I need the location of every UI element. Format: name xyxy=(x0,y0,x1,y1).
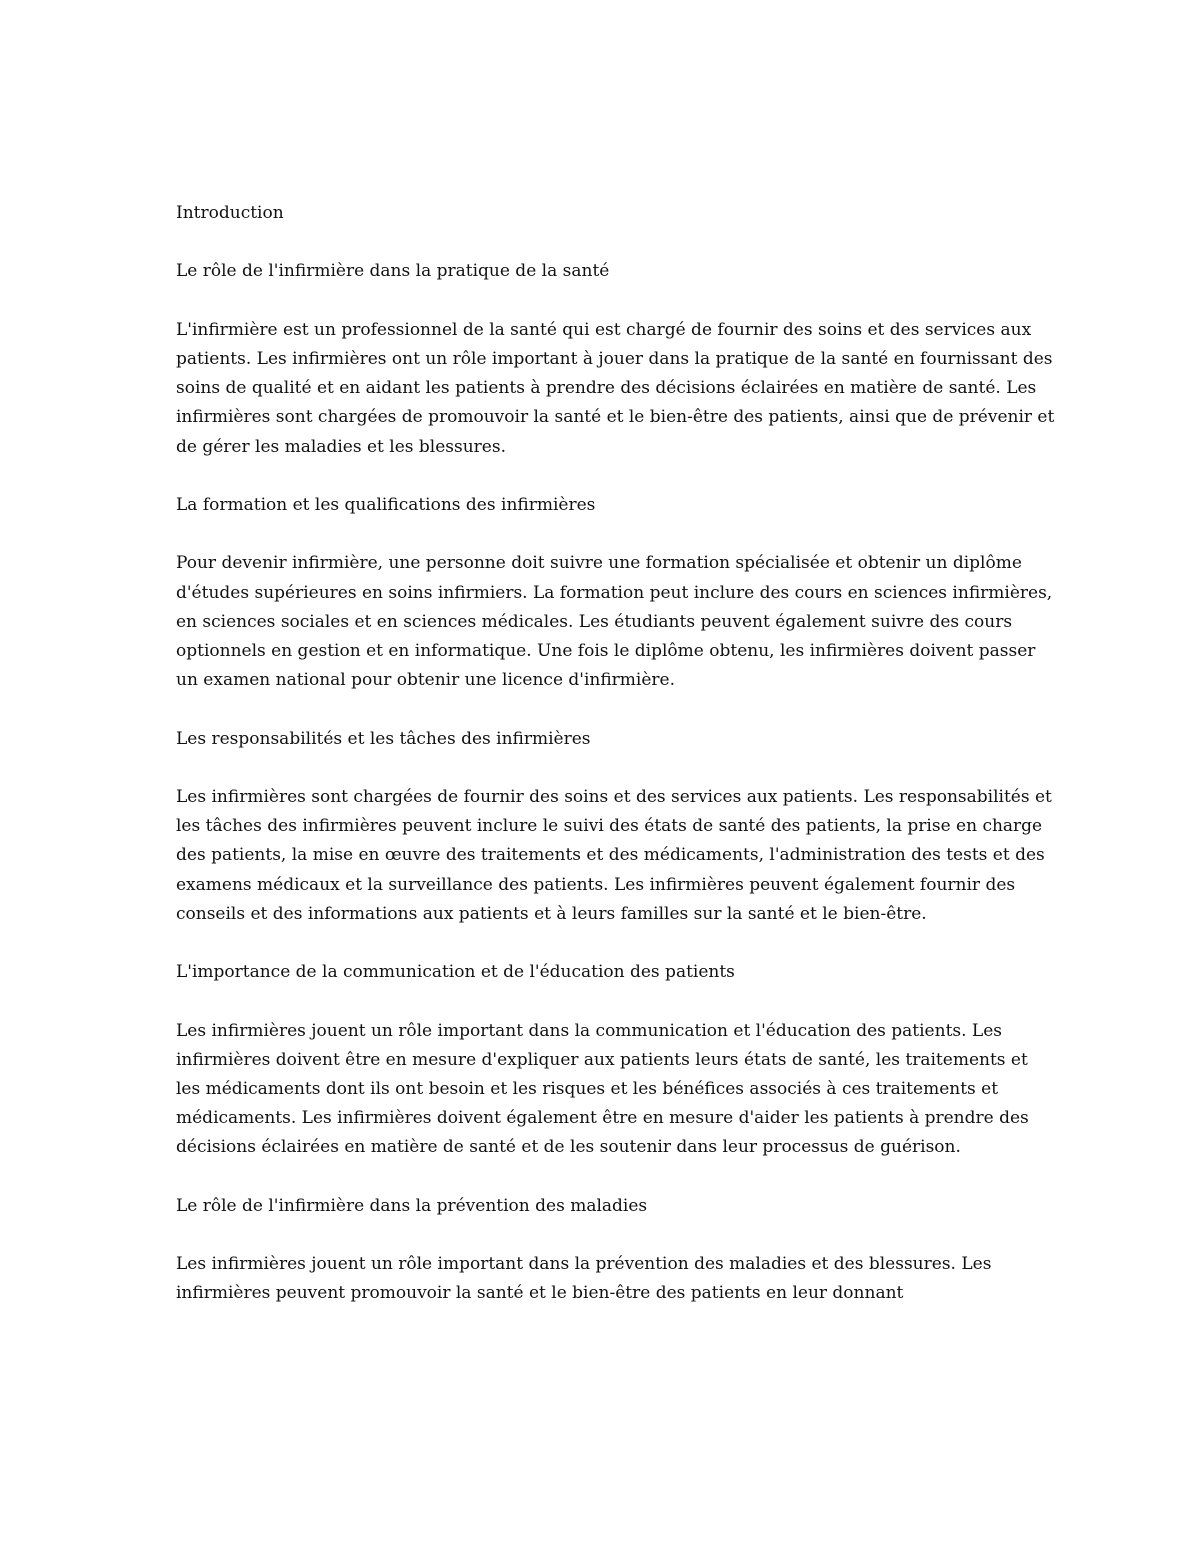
section-heading-role: Le rôle de l'infirmière dans la pratique de la santé xyxy=(176,261,610,282)
section-heading-communication: L'importance de la communication et de l'éducation des patients xyxy=(176,962,735,983)
section-paragraph-formation: Pour devenir infirmière, une personne doit suivre une formation spécialisée et obtenir un diplôme d'études supérieures en soins infirmiers. La formation peut inclure des cours en sciences infirmières, en sciences sociales et en sciences médicales. Les étudiants peuvent également suivre des cours optionnels en gestion et en informatique. Une fois le diplôme obtenu, les infirmières doivent passer un examen national pour obtenir une licence d'infirmière. xyxy=(176,553,1053,691)
section-paragraph-role: L'infirmière est un professionnel de la santé qui est chargé de fournir des soins et des services aux patients. Les infirmières ont un rôle important à jouer dans la pratique de la santé en fournissant des soins de qualité et en aidant les patients à prendre des décisions éclairées en matière de santé. Les infirmières sont chargées de promouvoir la santé et le bien-être des patients, ainsi que de prévenir et de gérer les maladies et les blessures. xyxy=(176,319,1055,457)
section-paragraph-prevention: Les infirmières jouent un rôle important dans la prévention des maladies et des blessures. Les infirmières peuvent promouvoir la santé et le bien-être des patients en leur donnant xyxy=(176,1254,992,1304)
section-heading-responsabilites: Les responsabilités et les tâches des infirmières xyxy=(176,728,591,749)
section-paragraph-communication: Les infirmières jouent un rôle important dans la communication et l'éducation des patients. Les infirmières doivent être en mesure d'expliquer aux patients leurs états de santé, les traitements et les médicaments dont ils ont besoin et les risques et les bénéfices associés à ces traitements et médicaments. Les infirmières doivent également être en mesure d'aider les patients à prendre des décisions éclairées en matière de santé et de les soutenir dans leur processus de guérison. xyxy=(176,1020,1029,1158)
document-title: Introduction xyxy=(176,203,284,223)
document-body xyxy=(176,199,1056,1338)
section-heading-formation: La formation et les qualifications des infirmières xyxy=(176,494,596,515)
section-paragraph-responsabilites: Les infirmières sont chargées de fournir des soins et des services aux patients. Les responsabilités et les tâches des infirmières peuvent inclure le suivi des états de santé des patients, la prise en charge des patients, la mise en œuvre des traitements et des médicaments, l'administration des tests et des examens médicaux et la surveillance des patients. Les infirmières peuvent également fournir des conseils et des informations aux patients et à leurs familles sur la santé et le bien-être. xyxy=(176,786,1052,924)
section-heading-prevention: Le rôle de l'infirmière dans la prévention des maladies xyxy=(176,1195,648,1216)
